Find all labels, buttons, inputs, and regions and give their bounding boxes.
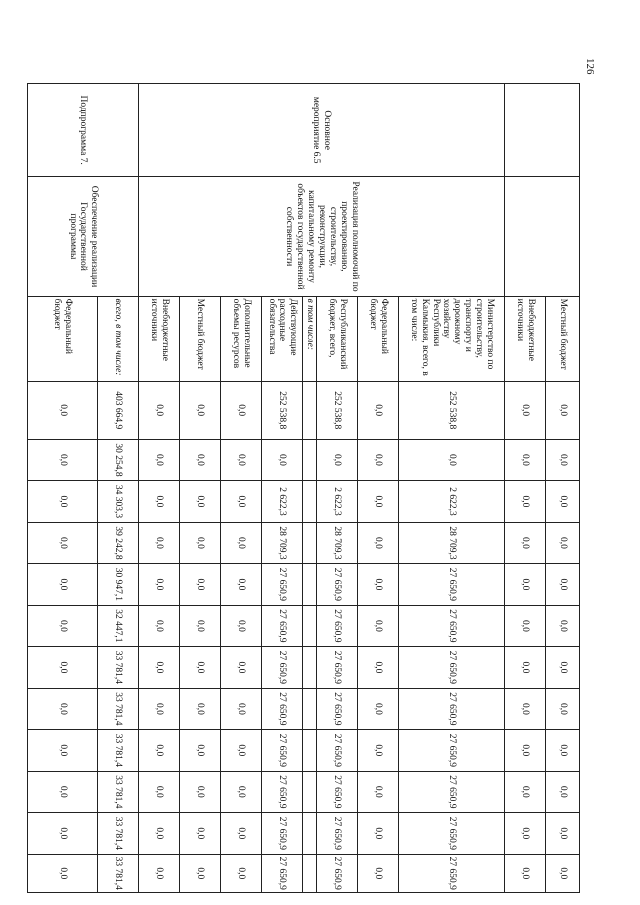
value-cell: 0,0 <box>139 854 180 892</box>
value-cell: 0,0 <box>546 381 580 439</box>
value-cell: 27 650,9 <box>262 771 303 812</box>
value-cell: 2 622,3 <box>399 481 505 522</box>
value-cell: 0,0 <box>28 564 98 605</box>
value-cell: 27 650,9 <box>399 771 505 812</box>
value-cell: 2 622,3 <box>317 481 358 522</box>
value-cell: 27 650,9 <box>317 854 358 892</box>
value-cell: 0,0 <box>28 771 98 812</box>
value-cell <box>303 771 317 812</box>
value-cell: 0,0 <box>546 730 580 771</box>
value-cell: 0,0 <box>28 522 98 563</box>
value-cell: 27 650,9 <box>399 647 505 688</box>
value-cell: 27 650,9 <box>262 605 303 646</box>
source-label: Дополнительные объемы ресурсов <box>221 296 262 381</box>
value-cell: 0,0 <box>317 439 358 480</box>
value-cell: 0,0 <box>180 771 221 812</box>
value-cell: 33 781,4 <box>98 647 139 688</box>
value-cell: 0,0 <box>180 605 221 646</box>
value-cell: 0,0 <box>546 854 580 892</box>
value-cell: 0,0 <box>139 522 180 563</box>
value-cell: 0,0 <box>546 481 580 522</box>
value-cell: 0,0 <box>180 564 221 605</box>
source-label: Внебюджетные источники <box>139 296 180 381</box>
value-cell: 0,0 <box>505 813 546 854</box>
value-cell: 0,0 <box>358 439 399 480</box>
value-cell: 28 709,3 <box>262 522 303 563</box>
value-cell: 30 947,1 <box>98 564 139 605</box>
value-cell: 27 650,9 <box>262 647 303 688</box>
value-cell <box>303 381 317 439</box>
value-cell: 0,0 <box>505 605 546 646</box>
value-cell: 27 650,9 <box>399 688 505 729</box>
source-label: всего, в том числе: <box>98 296 139 381</box>
value-cell: 0,0 <box>28 647 98 688</box>
value-cell: 0,0 <box>221 813 262 854</box>
value-cell: 27 650,9 <box>317 605 358 646</box>
value-cell: 33 781,4 <box>98 813 139 854</box>
value-cell: 30 254,8 <box>98 439 139 480</box>
value-cell: 39 242,8 <box>98 522 139 563</box>
rotated-table-wrapper <box>28 83 580 893</box>
value-cell: 0,0 <box>358 381 399 439</box>
value-cell: 0,0 <box>358 854 399 892</box>
value-cell: 27 650,9 <box>399 605 505 646</box>
value-cell: 27 650,9 <box>317 730 358 771</box>
value-cell: 0,0 <box>505 854 546 892</box>
value-cell: 0,0 <box>505 522 546 563</box>
source-label: Местный бюджет <box>546 296 580 381</box>
value-cell: 0,0 <box>358 813 399 854</box>
value-cell: 27 650,9 <box>317 688 358 729</box>
value-cell: 0,0 <box>505 730 546 771</box>
source-label: Министерство по строительству, транспорту и дорожному хозяйству Республики Калмыкия, всего, в том числе: <box>399 296 505 381</box>
value-cell: 0,0 <box>546 605 580 646</box>
value-cell: 27 650,9 <box>262 688 303 729</box>
value-cell: 32 447,1 <box>98 605 139 646</box>
value-cell: 0,0 <box>221 854 262 892</box>
value-cell: 0,0 <box>221 381 262 439</box>
value-cell: 0,0 <box>28 813 98 854</box>
value-cell: 27 650,9 <box>399 564 505 605</box>
value-cell: 27 650,9 <box>317 771 358 812</box>
value-cell: 0,0 <box>221 522 262 563</box>
value-cell: 0,0 <box>139 605 180 646</box>
value-cell: 0,0 <box>180 439 221 480</box>
value-cell: 27 650,9 <box>262 813 303 854</box>
value-cell: 0,0 <box>505 564 546 605</box>
value-cell: 0,0 <box>546 647 580 688</box>
value-cell: 33 781,4 <box>98 730 139 771</box>
table-row <box>98 84 139 893</box>
value-cell: 0,0 <box>28 481 98 522</box>
value-cell: 0,0 <box>180 481 221 522</box>
empty-cell <box>505 177 580 296</box>
value-cell: 0,0 <box>180 730 221 771</box>
value-cell: 0,0 <box>262 439 303 480</box>
source-label: Федеральный бюджет <box>358 296 399 381</box>
value-cell: 252 538,8 <box>399 381 505 439</box>
value-cell: 28 709,3 <box>317 522 358 563</box>
value-cell: 33 781,4 <box>98 688 139 729</box>
value-cell: 27 650,9 <box>399 813 505 854</box>
value-cell: 33 781,4 <box>98 854 139 892</box>
value-cell: 0,0 <box>28 605 98 646</box>
value-cell <box>303 605 317 646</box>
value-cell: 0,0 <box>180 381 221 439</box>
value-cell: 0,0 <box>180 688 221 729</box>
value-cell: 0,0 <box>358 771 399 812</box>
value-cell: 27 650,9 <box>262 730 303 771</box>
value-cell: 27 650,9 <box>262 564 303 605</box>
value-cell: 0,0 <box>139 439 180 480</box>
table-row <box>546 84 580 893</box>
value-cell: 34 303,3 <box>98 481 139 522</box>
source-label: Местный бюджет <box>180 296 221 381</box>
value-cell: 0,0 <box>399 439 505 480</box>
value-cell: 0,0 <box>139 688 180 729</box>
value-cell: 33 781,4 <box>98 771 139 812</box>
value-cell: 0,0 <box>221 439 262 480</box>
value-cell: 0,0 <box>28 381 98 439</box>
source-label: Республиканский бюджет, всего, <box>317 296 358 381</box>
value-cell: 0,0 <box>139 730 180 771</box>
value-cell: 0,0 <box>358 481 399 522</box>
value-cell: 27 650,9 <box>317 647 358 688</box>
value-cell: 0,0 <box>546 439 580 480</box>
source-label: Внебюджетные источники <box>505 296 546 381</box>
value-cell <box>303 522 317 563</box>
value-cell: 0,0 <box>221 481 262 522</box>
value-cell: 0,0 <box>505 647 546 688</box>
value-cell: 0,0 <box>358 522 399 563</box>
value-cell <box>303 439 317 480</box>
value-cell: 0,0 <box>358 688 399 729</box>
value-cell: 0,0 <box>139 564 180 605</box>
value-cell: 0,0 <box>180 854 221 892</box>
subprogram-7-description: Обеспечение реализации Государственной программы <box>28 177 139 296</box>
value-cell <box>303 813 317 854</box>
value-cell: 0,0 <box>139 381 180 439</box>
value-cell: 0,0 <box>358 647 399 688</box>
page-number: 126 <box>584 58 596 75</box>
value-cell: 27 650,9 <box>262 854 303 892</box>
value-cell: 0,0 <box>505 381 546 439</box>
value-cell: 0,0 <box>546 688 580 729</box>
source-label: Федеральный бюджет <box>28 296 98 381</box>
value-cell: 252 538,8 <box>262 381 303 439</box>
value-cell: 27 650,9 <box>399 854 505 892</box>
value-cell: 0,0 <box>28 854 98 892</box>
value-cell: 0,0 <box>546 813 580 854</box>
value-cell <box>303 481 317 522</box>
value-cell: 2 622,3 <box>262 481 303 522</box>
source-label: Действующие расходные обязательства <box>262 296 303 381</box>
subprogram-7-cell: Подпрограмма 7. <box>28 84 139 177</box>
value-cell <box>303 647 317 688</box>
table-row <box>399 84 505 893</box>
value-cell: 27 650,9 <box>317 564 358 605</box>
value-cell: 0,0 <box>546 771 580 812</box>
value-cell: 0,0 <box>221 688 262 729</box>
value-cell: 0,0 <box>28 439 98 480</box>
value-cell <box>303 688 317 729</box>
value-cell: 0,0 <box>139 647 180 688</box>
value-cell: 0,0 <box>546 564 580 605</box>
value-cell <box>303 564 317 605</box>
value-cell: 403 664,9 <box>98 381 139 439</box>
value-cell: 27 650,9 <box>399 730 505 771</box>
value-cell: 0,0 <box>546 522 580 563</box>
value-cell: 27 650,9 <box>317 813 358 854</box>
value-cell: 0,0 <box>180 522 221 563</box>
value-cell: 0,0 <box>221 564 262 605</box>
empty-cell <box>505 84 580 177</box>
value-cell: 0,0 <box>358 605 399 646</box>
value-cell: 0,0 <box>358 730 399 771</box>
value-cell: 0,0 <box>139 481 180 522</box>
value-cell: 0,0 <box>180 813 221 854</box>
budget-table <box>27 83 580 893</box>
value-cell: 0,0 <box>28 730 98 771</box>
activity-6-5-cell: Основное мероприятие 6.5 <box>139 84 505 177</box>
value-cell <box>303 730 317 771</box>
value-cell: 0,0 <box>221 730 262 771</box>
value-cell: 0,0 <box>505 688 546 729</box>
value-cell: 0,0 <box>28 688 98 729</box>
value-cell: 0,0 <box>358 564 399 605</box>
source-label: в том числе: <box>303 296 317 381</box>
activity-6-5-description: Реализация полномочий по проектированию, строительству, реконструкции, капитальному ремонту объектов государственной собственности <box>139 177 505 296</box>
value-cell: 252 538,8 <box>317 381 358 439</box>
value-cell: 0,0 <box>180 647 221 688</box>
value-cell: 28 709,3 <box>399 522 505 563</box>
value-cell <box>303 854 317 892</box>
value-cell: 0,0 <box>221 605 262 646</box>
value-cell: 0,0 <box>505 439 546 480</box>
value-cell: 0,0 <box>221 771 262 812</box>
value-cell: 0,0 <box>221 647 262 688</box>
value-cell: 0,0 <box>505 771 546 812</box>
value-cell: 0,0 <box>505 481 546 522</box>
value-cell: 0,0 <box>139 771 180 812</box>
value-cell: 0,0 <box>139 813 180 854</box>
